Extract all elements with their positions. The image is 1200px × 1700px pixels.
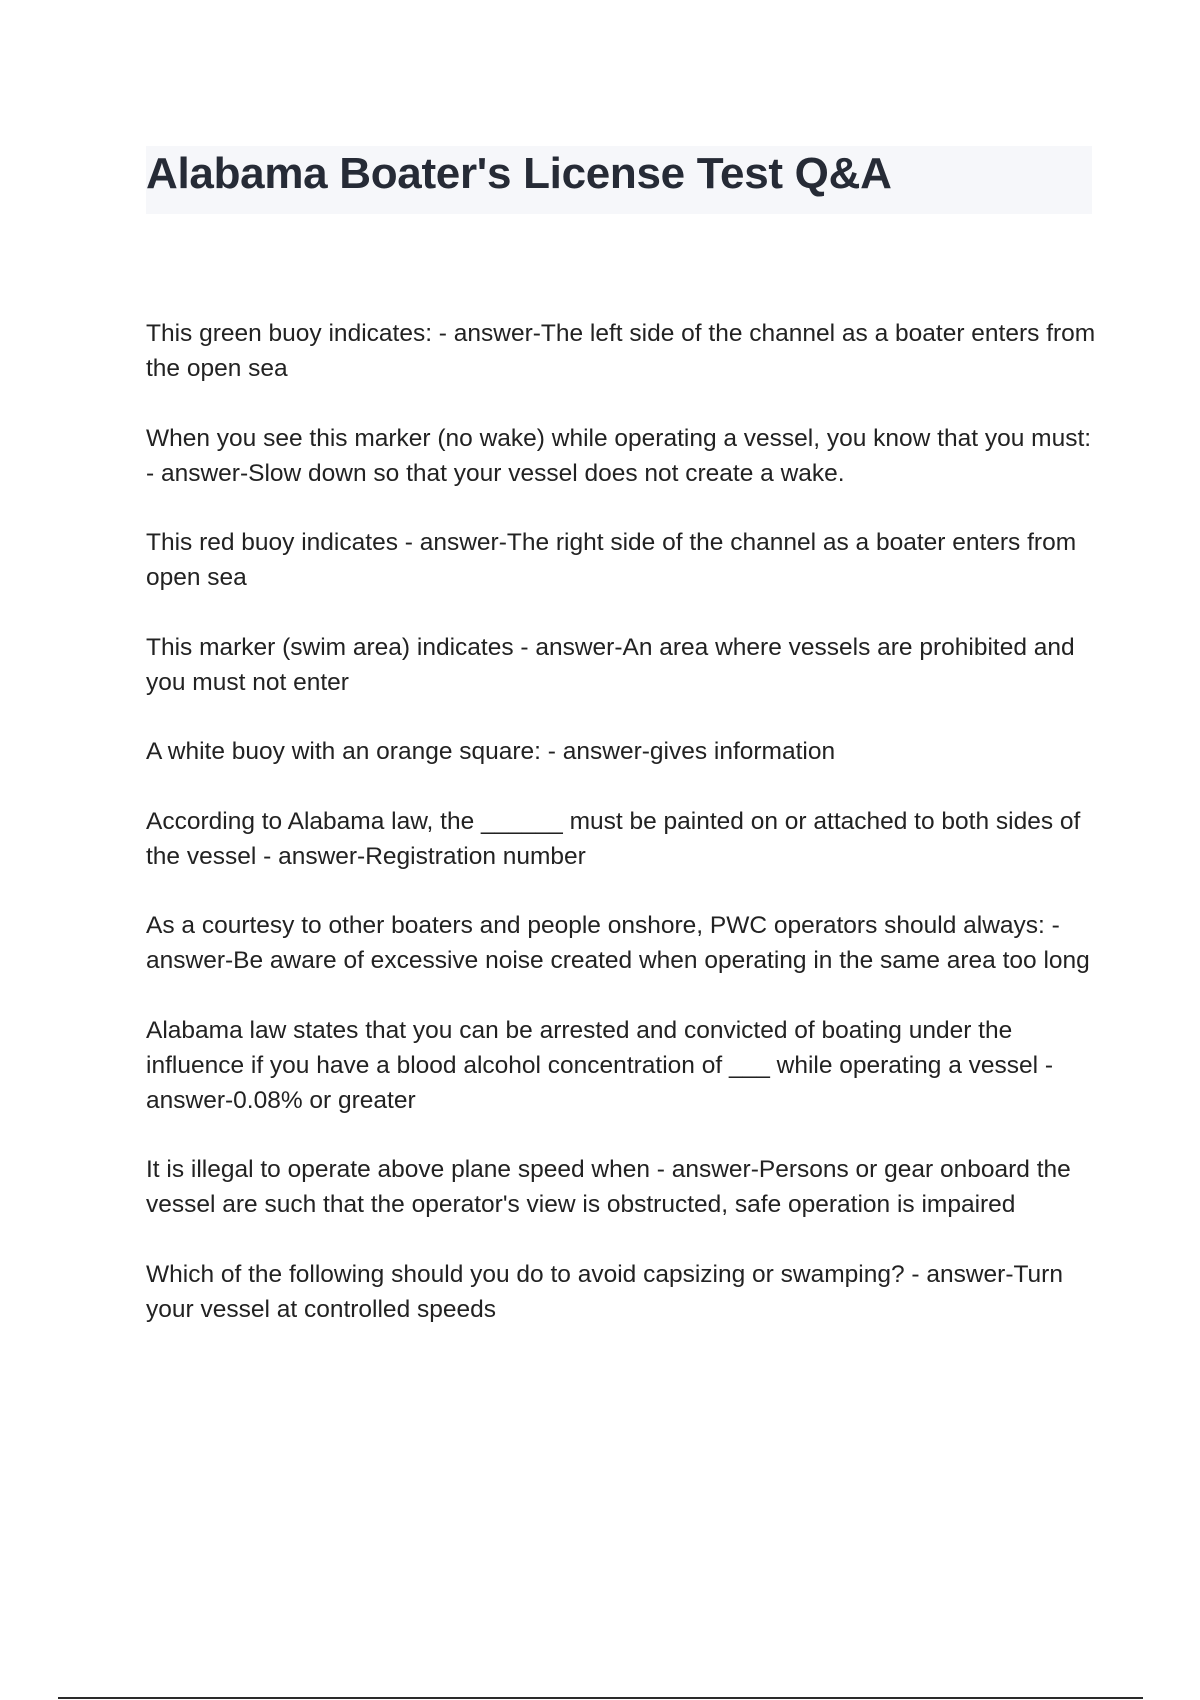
qa-list <box>146 316 1096 1361</box>
page-bottom-rule <box>58 1697 1143 1699</box>
qa-item-10: Which of the following should you do to avoid capsizing or swamping? - answer-Turn your vessel at controlled speeds <box>146 1260 1063 1323</box>
qa-item-6: According to Alabama law, the ______ must be painted on or attached to both sides of the vessel - answer-Registration number <box>146 807 1081 870</box>
qa-item-4: This marker (swim area) indicates - answer-An area where vessels are prohibited and you must not enter <box>146 633 1075 696</box>
qa-item-1: This green buoy indicates: - answer-The left side of the channel as a boater enters from the open sea <box>146 320 1096 382</box>
document-title: Alabama Boater's License Test Q&A <box>146 149 892 198</box>
qa-item-3: This red buoy indicates - answer-The right side of the channel as a boater enters from open sea <box>146 529 1077 591</box>
qa-item-8: Alabama law states that you can be arrested and convicted of boating under the influence if you have a blood alcohol concentration of ___ while operating a vessel - answer-0.08% or greater <box>146 1016 1054 1114</box>
qa-item-5: A white buoy with an orange square: - answer-gives information <box>146 738 836 765</box>
qa-item-2: When you see this marker (no wake) while operating a vessel, you know that you must: - answer-Slow down so that your vessel does not create a wake. <box>146 424 1092 487</box>
qa-item-9: It is illegal to operate above plane speed when - answer-Persons or gear onboard the vessel are such that the operator's view is obstructed, safe operation is impaired <box>146 1156 1071 1218</box>
qa-item-7: As a courtesy to other boaters and people onshore, PWC operators should always: - answer-Be aware of excessive noise created when operating in the same area too long <box>146 912 1090 974</box>
